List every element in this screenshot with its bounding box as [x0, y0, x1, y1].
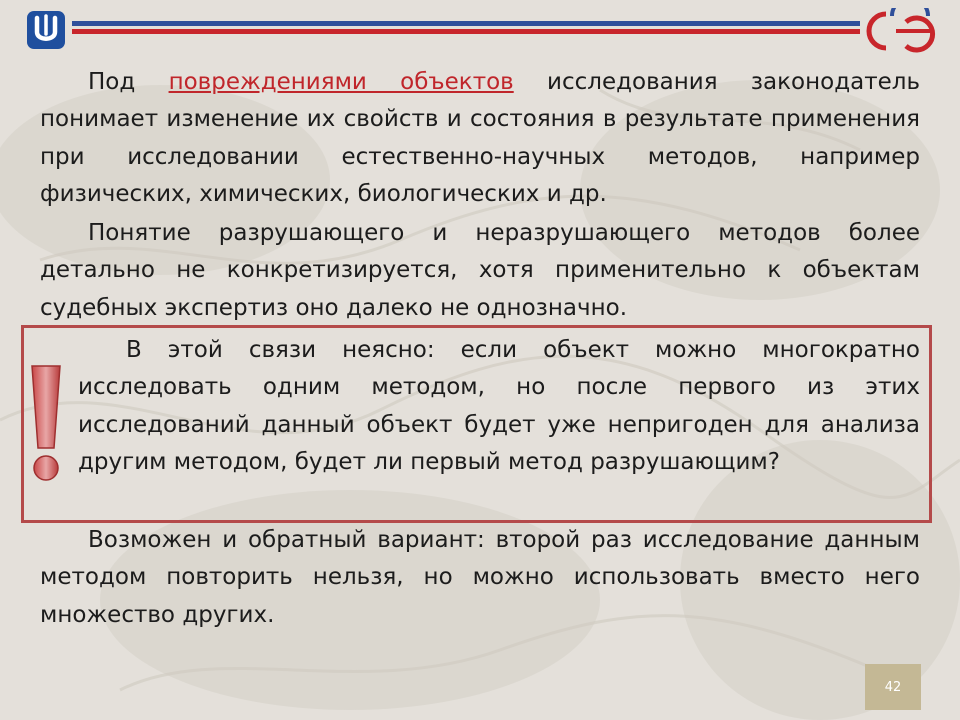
header-stripe-blue [72, 21, 860, 26]
organization-logo-icon [866, 8, 942, 54]
paragraph-reverse-case [40, 522, 920, 634]
term-highlight: повреждениями объектов [168, 69, 514, 95]
paragraph4-text: Возможен и обратный вариант: второй раз исследование данным методом повторить нельзя, но можно использовать вместо него множество других. [40, 527, 920, 628]
paragraph3-text: В этой связи неясно: если объект можно многократно исследовать одним методом, но после первого из этих исследований данный объект будет уже непригоден для анализа другим методом, будет ли первый метод разрушающим? [78, 337, 920, 475]
paragraph2-text: Понятие разрушающего и неразрушающего методов более детально не конкретизируется, хотя применительно к объектам судебных экспертиз оно далеко не однозначно. [40, 220, 920, 321]
university-logo-icon [26, 10, 66, 50]
paragraph-methods-concept [40, 215, 920, 327]
paragraph-damage-definition [40, 64, 920, 213]
paragraph1-rest: исследования законодатель понимает изменение их свойств и состояния в результате применения при исследовании естественно-научных методов, например физических, химических, биологических и др. [40, 69, 921, 207]
page-number: 42 [865, 664, 921, 710]
paragraph-question [78, 332, 920, 481]
header-stripe-red [72, 29, 860, 34]
paragraph1-prefix: Под [88, 69, 136, 95]
exclamation-icon [26, 364, 66, 486]
